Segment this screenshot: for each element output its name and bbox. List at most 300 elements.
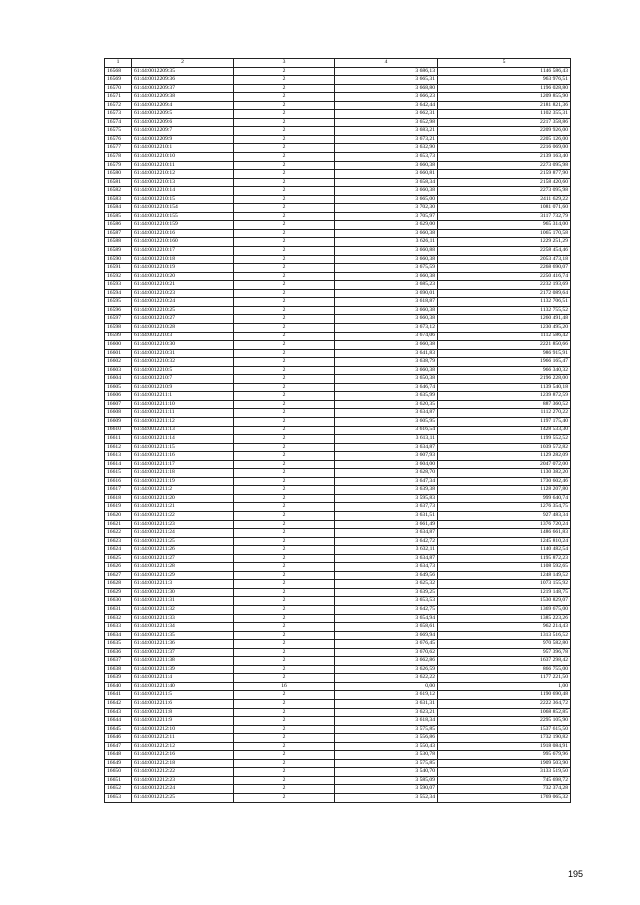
category-cell: 2 [234,229,335,238]
row-number-cell: 16638 [105,665,132,674]
category-cell: 2 [234,665,335,674]
value-cell: 986 915,91 [438,349,571,358]
table-row [105,212,571,221]
row-number-cell: 16577 [105,144,132,153]
value-cell: 2221 850,66 [438,341,571,350]
cadastral-number-cell: 61:44:0012210:24 [132,298,234,307]
area-cell: 3 683,21 [335,127,438,136]
cadastral-number-cell: 61:44:0012209:36 [132,76,234,85]
data-table [104,58,571,803]
row-number-cell: 16601 [105,349,132,358]
table-row [105,614,571,623]
category-cell: 2 [234,588,335,597]
cadastral-number-cell: 61:44:0012212:10 [132,725,234,734]
table-row [105,742,571,751]
value-cell: 1129 282,09 [438,452,571,461]
table-row [105,341,571,350]
area-cell: 3 634,87 [335,443,438,452]
cadastral-number-cell: 61:44:0012210:30 [132,341,234,350]
cadastral-number-cell: 61:44:0012210:15 [132,195,234,204]
table-row [105,606,571,615]
value-cell: 2209 926,00 [438,127,571,136]
row-number-cell: 16618 [105,494,132,503]
row-number-cell: 16625 [105,554,132,563]
cadastral-number-cell: 61:44:0012211:19 [132,477,234,486]
row-number-cell: 16620 [105,511,132,520]
row-number-cell: 16584 [105,204,132,213]
area-cell: 3 658,61 [335,623,438,632]
area-cell: 3 638,79 [335,358,438,367]
area-cell: 3 639,25 [335,588,438,597]
row-number-cell: 16573 [105,110,132,119]
cadastral-number-cell: 61:44:0012211:32 [132,606,234,615]
row-number-cell: 16587 [105,229,132,238]
value-cell: 1130 382,20 [438,469,571,478]
value-cell: 1102 355,31 [438,110,571,119]
area-cell: 3 613,11 [335,435,438,444]
category-cell: 2 [234,195,335,204]
table-row [105,298,571,307]
value-cell: 995 679,96 [438,751,571,760]
value-cell: 2250 416,74 [438,272,571,281]
row-number-cell: 16622 [105,529,132,538]
value-cell: 2181 821,36 [438,101,571,110]
value-cell: 2273 095,98 [438,187,571,196]
area-cell: 3 595,83 [335,494,438,503]
table-row [105,469,571,478]
cadastral-number-cell: 61:44:0012211:16 [132,452,234,461]
row-number-cell: 16611 [105,435,132,444]
value-cell: 732 374,28 [438,785,571,794]
category-cell: 2 [234,409,335,418]
cadastral-number-cell: 61:44:0012209:5 [132,110,234,119]
cadastral-number-cell: 61:44:0012210:154 [132,204,234,213]
row-number-cell: 16578 [105,153,132,162]
table-row [105,272,571,281]
row-number-cell: 16633 [105,623,132,632]
table-row [105,486,571,495]
table-row [105,144,571,153]
cadastral-number-cell: 61:44:0012211:37 [132,648,234,657]
category-cell: 2 [234,375,335,384]
category-cell: 2 [234,511,335,520]
cadastral-number-cell: 61:44:0012209:38 [132,93,234,102]
area-cell: 3 631,51 [335,511,438,520]
row-number-cell: 16612 [105,443,132,452]
table-row [105,768,571,777]
category-cell: 16 [234,682,335,691]
category-cell: 2 [234,657,335,666]
table-row [105,700,571,709]
row-number-cell: 16648 [105,751,132,760]
area-cell: 3 660,38 [335,255,438,264]
row-number-cell: 16592 [105,272,132,281]
row-number-cell: 16574 [105,118,132,127]
cadastral-number-cell: 61:44:0012212:11 [132,734,234,743]
area-cell: 3 660,38 [335,306,438,315]
category-cell: 2 [234,580,335,589]
table-row [105,255,571,264]
value-cell: 1209 855,90 [438,93,571,102]
category-cell: 2 [234,640,335,649]
cadastral-number-cell: 61:44:0012211:36 [132,640,234,649]
cadastral-number-cell: 61:44:0012210:27 [132,315,234,324]
value-cell: 965 314,00 [438,221,571,230]
category-cell: 2 [234,84,335,93]
value-cell: 1918 084,91 [438,742,571,751]
row-number-cell: 16632 [105,614,132,623]
area-cell: 3 607,93 [335,452,438,461]
cadastral-number-cell: 61:44:0012210:17 [132,247,234,256]
value-cell: 1128 207,80 [438,486,571,495]
column-header: 5 [438,59,571,68]
area-cell: 3 705,97 [335,212,438,221]
area-cell: 3 635,99 [335,392,438,401]
table-row [105,229,571,238]
area-cell: 3 660,38 [335,341,438,350]
cadastral-number-cell: 61:44:0012210:1 [132,144,234,153]
table-row [105,178,571,187]
table-row [105,734,571,743]
category-cell: 2 [234,170,335,179]
table-row [105,494,571,503]
value-cell: 1248 149,52 [438,571,571,580]
category-cell: 2 [234,606,335,615]
area-cell: 3 625,32 [335,580,438,589]
table-row [105,597,571,606]
area-cell: 3 634,73 [335,563,438,572]
value-cell: 2295 105,90 [438,717,571,726]
row-number-cell: 16586 [105,221,132,230]
row-number-cell: 16640 [105,682,132,691]
area-cell: 3 660,38 [335,315,438,324]
category-cell: 2 [234,529,335,538]
category-cell: 2 [234,341,335,350]
table-row [105,281,571,290]
value-cell: 1065 170,58 [438,229,571,238]
area-cell: 3 590,07 [335,785,438,794]
cadastral-number-cell: 61:44:0012210:3 [132,332,234,341]
cadastral-number-cell: 61:44:0012211:13 [132,426,234,435]
category-cell: 2 [234,494,335,503]
value-cell: 1146 586,43 [438,67,571,76]
table-row [105,725,571,734]
area-cell: 3 637,73 [335,503,438,512]
value-cell: 1139 540,18 [438,383,571,392]
area-cell: 3 642,75 [335,606,438,615]
category-cell: 2 [234,144,335,153]
category-cell: 2 [234,349,335,358]
area-cell: 3 632,90 [335,144,438,153]
category-cell: 2 [234,383,335,392]
area-cell: 3 653,73 [335,153,438,162]
table-row [105,383,571,392]
area-cell: 3 673,21 [335,135,438,144]
area-cell: 3 690,01 [335,289,438,298]
table-row [105,682,571,691]
category-cell: 2 [234,563,335,572]
area-cell: 3 620,35 [335,400,438,409]
value-cell: 1068 852,85 [438,708,571,717]
table-row [105,161,571,170]
value-cell: 2196 228,00 [438,375,571,384]
cadastral-number-cell: 61:44:0012210:28 [132,323,234,332]
area-cell: 3 626,59 [335,665,438,674]
area-cell: 3 685,23 [335,281,438,290]
row-number-cell: 16634 [105,631,132,640]
category-cell: 2 [234,212,335,221]
row-number-cell: 16607 [105,400,132,409]
table-row [105,477,571,486]
table-row [105,503,571,512]
category-cell: 2 [234,306,335,315]
cadastral-number-cell: 61:44:0012211:1 [132,392,234,401]
value-cell: 866 755,00 [438,665,571,674]
category-cell: 2 [234,67,335,76]
table-row [105,537,571,546]
area-cell: 3 669,94 [335,631,438,640]
table-row [105,323,571,332]
category-cell: 2 [234,392,335,401]
row-number-cell: 16621 [105,520,132,529]
table-row [105,247,571,256]
area-cell: 3 616,54 [335,426,438,435]
value-cell: 1245 810,24 [438,537,571,546]
table-row [105,366,571,375]
area-cell: 3 552,34 [335,794,438,803]
cadastral-number-cell: 61:44:0012210:159 [132,221,234,230]
cadastral-number-cell: 61:44:0012210:14 [132,187,234,196]
table-row [105,417,571,426]
category-cell: 2 [234,486,335,495]
row-number-cell: 16585 [105,212,132,221]
row-number-cell: 16603 [105,366,132,375]
table-row [105,571,571,580]
cadastral-number-cell: 61:44:0012211:4 [132,674,234,683]
cadastral-number-cell: 61:44:0012211:24 [132,529,234,538]
cadastral-number-cell: 61:44:0012210:11 [132,161,234,170]
area-cell: 0,00 [335,682,438,691]
category-cell: 2 [234,358,335,367]
value-cell: 1196 028,80 [438,84,571,93]
category-cell: 2 [234,417,335,426]
area-cell: 3 585,09 [335,776,438,785]
table-row [105,264,571,273]
cadastral-number-cell: 61:44:0012211:39 [132,665,234,674]
category-cell: 2 [234,400,335,409]
table-row [105,400,571,409]
value-cell: 2222 364,72 [438,700,571,709]
cadastral-number-cell: 61:44:0012212:22 [132,768,234,777]
area-cell: 3 626,11 [335,238,438,247]
table-row [105,794,571,803]
category-cell: 2 [234,118,335,127]
row-number-cell: 16642 [105,700,132,709]
row-number-cell: 16580 [105,170,132,179]
table-row [105,691,571,700]
category-cell: 2 [234,503,335,512]
row-number-cell: 16588 [105,238,132,247]
row-number-cell: 16597 [105,315,132,324]
row-number-cell: 16595 [105,298,132,307]
category-cell: 2 [234,272,335,281]
row-number-cell: 16635 [105,640,132,649]
value-cell: 2053 473,18 [438,255,571,264]
table-row [105,306,571,315]
category-cell: 2 [234,135,335,144]
area-cell: 3 631,31 [335,700,438,709]
value-cell: 1219 148,75 [438,588,571,597]
column-header: 1 [105,59,132,68]
category-cell: 2 [234,700,335,709]
area-cell: 3 652,98 [335,118,438,127]
table-row [105,127,571,136]
category-cell: 2 [234,264,335,273]
cadastral-number-cell: 61:44:0012210:7 [132,375,234,384]
cadastral-number-cell: 61:44:0012211:23 [132,520,234,529]
row-number-cell: 16617 [105,486,132,495]
category-cell: 2 [234,725,335,734]
area-cell: 3 550,43 [335,742,438,751]
area-cell: 3 641,83 [335,349,438,358]
cadastral-number-cell: 61:44:0012211:40 [132,682,234,691]
category-cell: 2 [234,768,335,777]
area-cell: 3 575,85 [335,725,438,734]
value-cell: 1081 071,60 [438,204,571,213]
category-cell: 2 [234,238,335,247]
row-number-cell: 16630 [105,597,132,606]
area-cell: 3 662,31 [335,110,438,119]
cadastral-number-cell: 61:44:0012210:31 [132,349,234,358]
row-number-cell: 16570 [105,84,132,93]
cadastral-number-cell: 61:44:0012211:31 [132,597,234,606]
area-cell: 3 632,11 [335,546,438,555]
value-cell: 1966 165,47 [438,358,571,367]
value-cell: 927 483,34 [438,511,571,520]
cadastral-number-cell: 61:44:0012210:23 [132,289,234,298]
value-cell: 1530 829,07 [438,597,571,606]
category-cell: 2 [234,204,335,213]
cadastral-number-cell: 61:44:0012210:12 [132,170,234,179]
value-cell: 1,00 [438,682,571,691]
category-cell: 2 [234,631,335,640]
row-number-cell: 16646 [105,734,132,743]
table-row [105,631,571,640]
category-cell: 2 [234,648,335,657]
cadastral-number-cell: 61:44:0012210:21 [132,281,234,290]
area-cell: 3 662,86 [335,657,438,666]
category-cell: 2 [234,554,335,563]
area-cell: 3 646,74 [335,383,438,392]
value-cell: 2411 629,22 [438,195,571,204]
table-row [105,554,571,563]
category-cell: 2 [234,187,335,196]
area-cell: 3 686,13 [335,67,438,76]
area-cell: 3 668,80 [335,84,438,93]
area-cell: 3 666,23 [335,93,438,102]
cadastral-number-cell: 61:44:0012211:33 [132,614,234,623]
category-cell: 2 [234,708,335,717]
category-cell: 2 [234,110,335,119]
category-cell: 2 [234,477,335,486]
header-row [105,59,571,68]
area-cell: 3 556,86 [335,734,438,743]
row-number-cell: 16609 [105,417,132,426]
value-cell: 2139 163,40 [438,153,571,162]
value-cell: 1195 872,23 [438,554,571,563]
row-number-cell: 16614 [105,460,132,469]
cadastral-number-cell: 61:44:0012210:25 [132,306,234,315]
row-number-cell: 16569 [105,76,132,85]
area-cell: 3 575,85 [335,759,438,768]
table-row [105,640,571,649]
row-number-cell: 16639 [105,674,132,683]
cadastral-number-cell: 61:44:0012209:6 [132,118,234,127]
table-row [105,358,571,367]
value-cell: 970 582,80 [438,640,571,649]
value-cell: 1730 602,46 [438,477,571,486]
row-number-cell: 16653 [105,794,132,803]
table-row [105,153,571,162]
table-row [105,751,571,760]
area-cell: 3 604,00 [335,460,438,469]
area-cell: 3 650,38 [335,375,438,384]
cadastral-number-cell: 61:44:0012211:2 [132,486,234,495]
category-cell: 2 [234,178,335,187]
cadastral-number-cell: 61:44:0012211:9 [132,717,234,726]
value-cell: 1039 572,82 [438,443,571,452]
row-number-cell: 16579 [105,161,132,170]
row-number-cell: 16631 [105,606,132,615]
value-cell: 1132 755,52 [438,306,571,315]
value-cell: 3117 732,79 [438,212,571,221]
area-cell: 3 660,81 [335,170,438,179]
table-row [105,580,571,589]
category-cell: 2 [234,93,335,102]
category-cell: 2 [234,101,335,110]
cadastral-number-cell: 61:44:0012210:10 [132,153,234,162]
row-number-cell: 16590 [105,255,132,264]
cadastral-number-cell: 61:44:0012209:4 [132,101,234,110]
row-number-cell: 16581 [105,178,132,187]
table-row [105,785,571,794]
cadastral-number-cell: 61:44:0012211:35 [132,631,234,640]
cadastral-number-cell: 61:44:0012211:6 [132,700,234,709]
category-cell: 2 [234,127,335,136]
row-number-cell: 16627 [105,571,132,580]
value-cell: 1112 586,42 [438,332,571,341]
table-row [105,708,571,717]
value-cell: 1385 223,26 [438,614,571,623]
value-cell: 2232 193,69 [438,281,571,290]
table-row [105,135,571,144]
area-cell: 3 660,88 [335,247,438,256]
cadastral-number-cell: 61:44:0012210:155 [132,212,234,221]
cadastral-number-cell: 61:44:0012210:160 [132,238,234,247]
area-cell: 3 675,59 [335,264,438,273]
row-number-cell: 16602 [105,358,132,367]
category-cell: 2 [234,221,335,230]
row-number-cell: 16583 [105,195,132,204]
value-cell: 1177 221,50 [438,674,571,683]
row-number-cell: 16568 [105,67,132,76]
table-row [105,392,571,401]
table-row [105,426,571,435]
area-cell: 3 639,38 [335,486,438,495]
value-cell: 3133 519,50 [438,768,571,777]
row-number-cell: 16628 [105,580,132,589]
row-number-cell: 16582 [105,187,132,196]
